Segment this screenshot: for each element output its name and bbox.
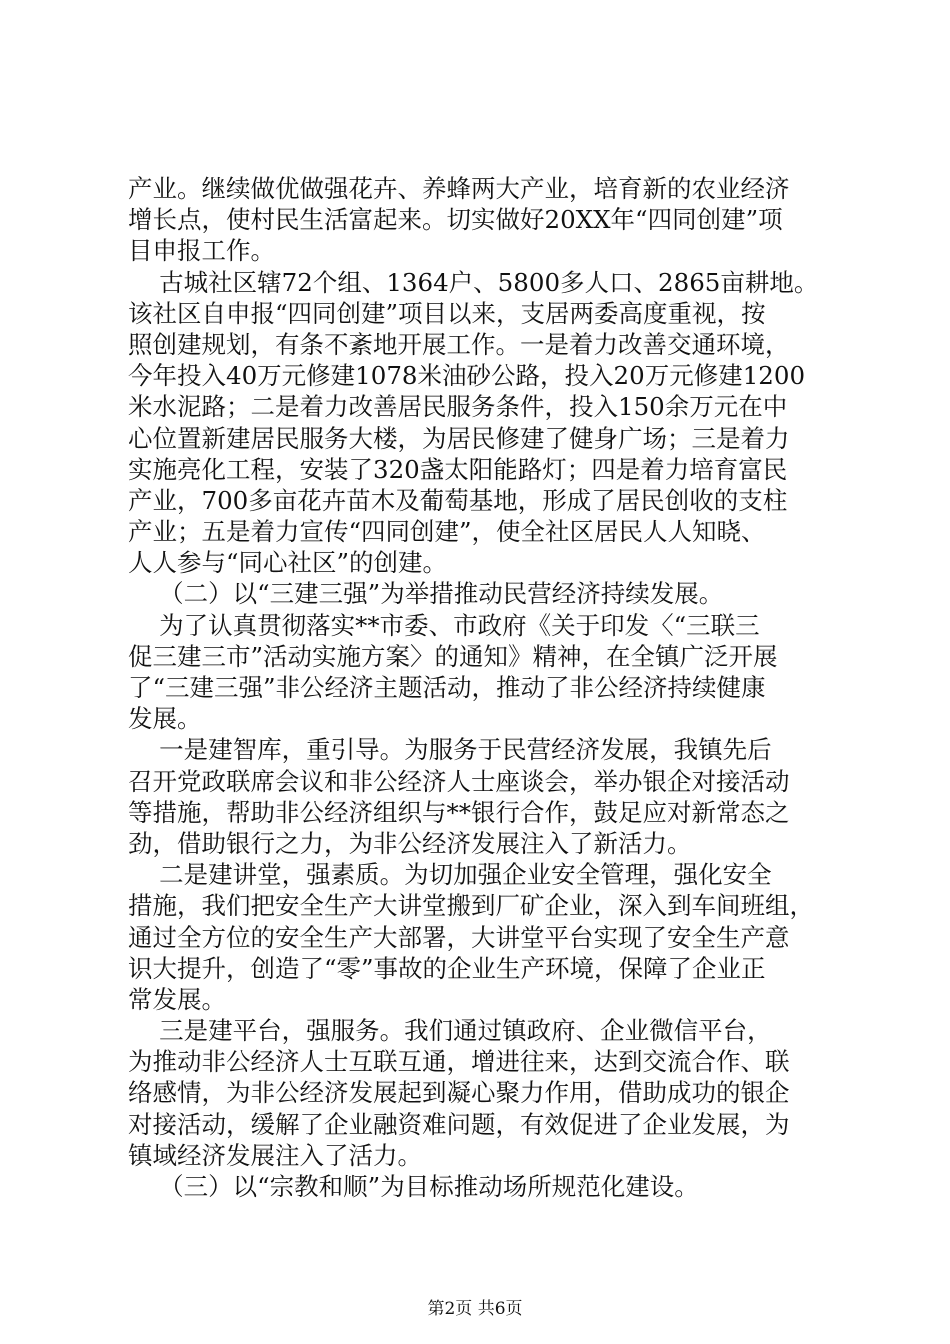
text-line: 识大提升，创造了“零”事故的企业生产环境，保障了企业正 — [128, 953, 766, 983]
text-line: 召开党政联席会议和非公经济人士座谈会，举办银企对接活动 — [128, 766, 790, 796]
text-line: 产业，700多亩花卉苗木及葡萄基地，形成了居民创收的支柱 — [128, 485, 788, 515]
text-line: 常发展。 — [128, 984, 226, 1014]
page-number-footer: 第2页 共6页 — [427, 1299, 523, 1319]
text-line: 古城社区辖72个组、1364户、5800多人口、2865亩耕地。 — [128, 267, 819, 297]
text-line: 目申报工作。 — [128, 236, 275, 266]
text-line: 措施，我们把安全生产大讲堂搬到厂矿企业，深入到车间班组， — [128, 891, 814, 921]
text-line: 二是建讲堂，强素质。为切加强企业安全管理，强化安全 — [128, 860, 772, 890]
text-line: 为了认真贯彻落实**市委、市政府《关于印发〈“三联三 — [128, 610, 760, 640]
text-line: 为推动非公经济人士互联互通，增进往来，达到交流合作、联 — [128, 1047, 790, 1077]
text-line: 了“三建三强”非公经济主题活动，推动了非公经济持续健康 — [128, 673, 766, 702]
text-line: 发展。 — [128, 704, 202, 734]
text-line: 心位置新建居民服务大楼，为居民修建了健身广场；三是着力 — [128, 423, 790, 453]
text-line: 通过全方位的安全生产大部署，大讲堂平台实现了安全生产意 — [128, 922, 790, 952]
text-line: 米水泥路；二是着力改善居民服务条件，投入150余万元在中 — [128, 392, 788, 422]
text-line: 劲，借助银行之力，为非公经济发展注入了新活力。 — [128, 828, 692, 858]
text-line: 该社区自申报“四同创建”项目以来，支居两委高度重视，按 — [128, 298, 766, 328]
document-body — [128, 173, 828, 1202]
text-line: 增长点，使村民生活富起来。切实做好20XX年“四同创建”项 — [128, 205, 783, 235]
text-line: 产业；五是着力宣传“四同创建”，使全社区居民人人知晓、 — [128, 517, 766, 547]
section-heading: （二）以“三建三强”为举措推动民营经济持续发展。 — [128, 579, 724, 609]
text-line: 促三建三市”活动实施方案〉的通知》精神，在全镇广泛开展 — [128, 641, 778, 671]
text-line: 镇域经济发展注入了活力。 — [128, 1140, 422, 1170]
text-line: 等措施，帮助非公经济组织与**银行合作，鼓足应对新常态之 — [128, 797, 790, 827]
section-heading: （三）以“宗教和顺”为目标推动场所规范化建设。 — [128, 1172, 699, 1201]
text-line: 一是建智库，重引导。为服务于民营经济发展，我镇先后 — [128, 735, 772, 765]
text-line: 人人参与“同心社区”的创建。 — [128, 548, 448, 578]
text-line: 三是建平台，强服务。我们通过镇政府、企业微信平台， — [128, 1016, 772, 1046]
text-line: 今年投入40万元修建1078米油砂公路，投入20万元修建1200 — [128, 361, 806, 391]
text-line: 产业。继续做优做强花卉、养蜂两大产业，培育新的农业经济 — [128, 174, 790, 203]
text-line: 络感情，为非公经济发展起到凝心聚力作用，借助成功的银企 — [128, 1078, 790, 1108]
text-line: 对接活动，缓解了企业融资难问题，有效促进了企业发展，为 — [128, 1109, 790, 1139]
text-line: 实施亮化工程，安装了320盏太阳能路灯；四是着力培育富民 — [128, 454, 788, 484]
text-line: 照创建规划，有条不紊地开展工作。一是着力改善交通环境， — [128, 329, 790, 359]
